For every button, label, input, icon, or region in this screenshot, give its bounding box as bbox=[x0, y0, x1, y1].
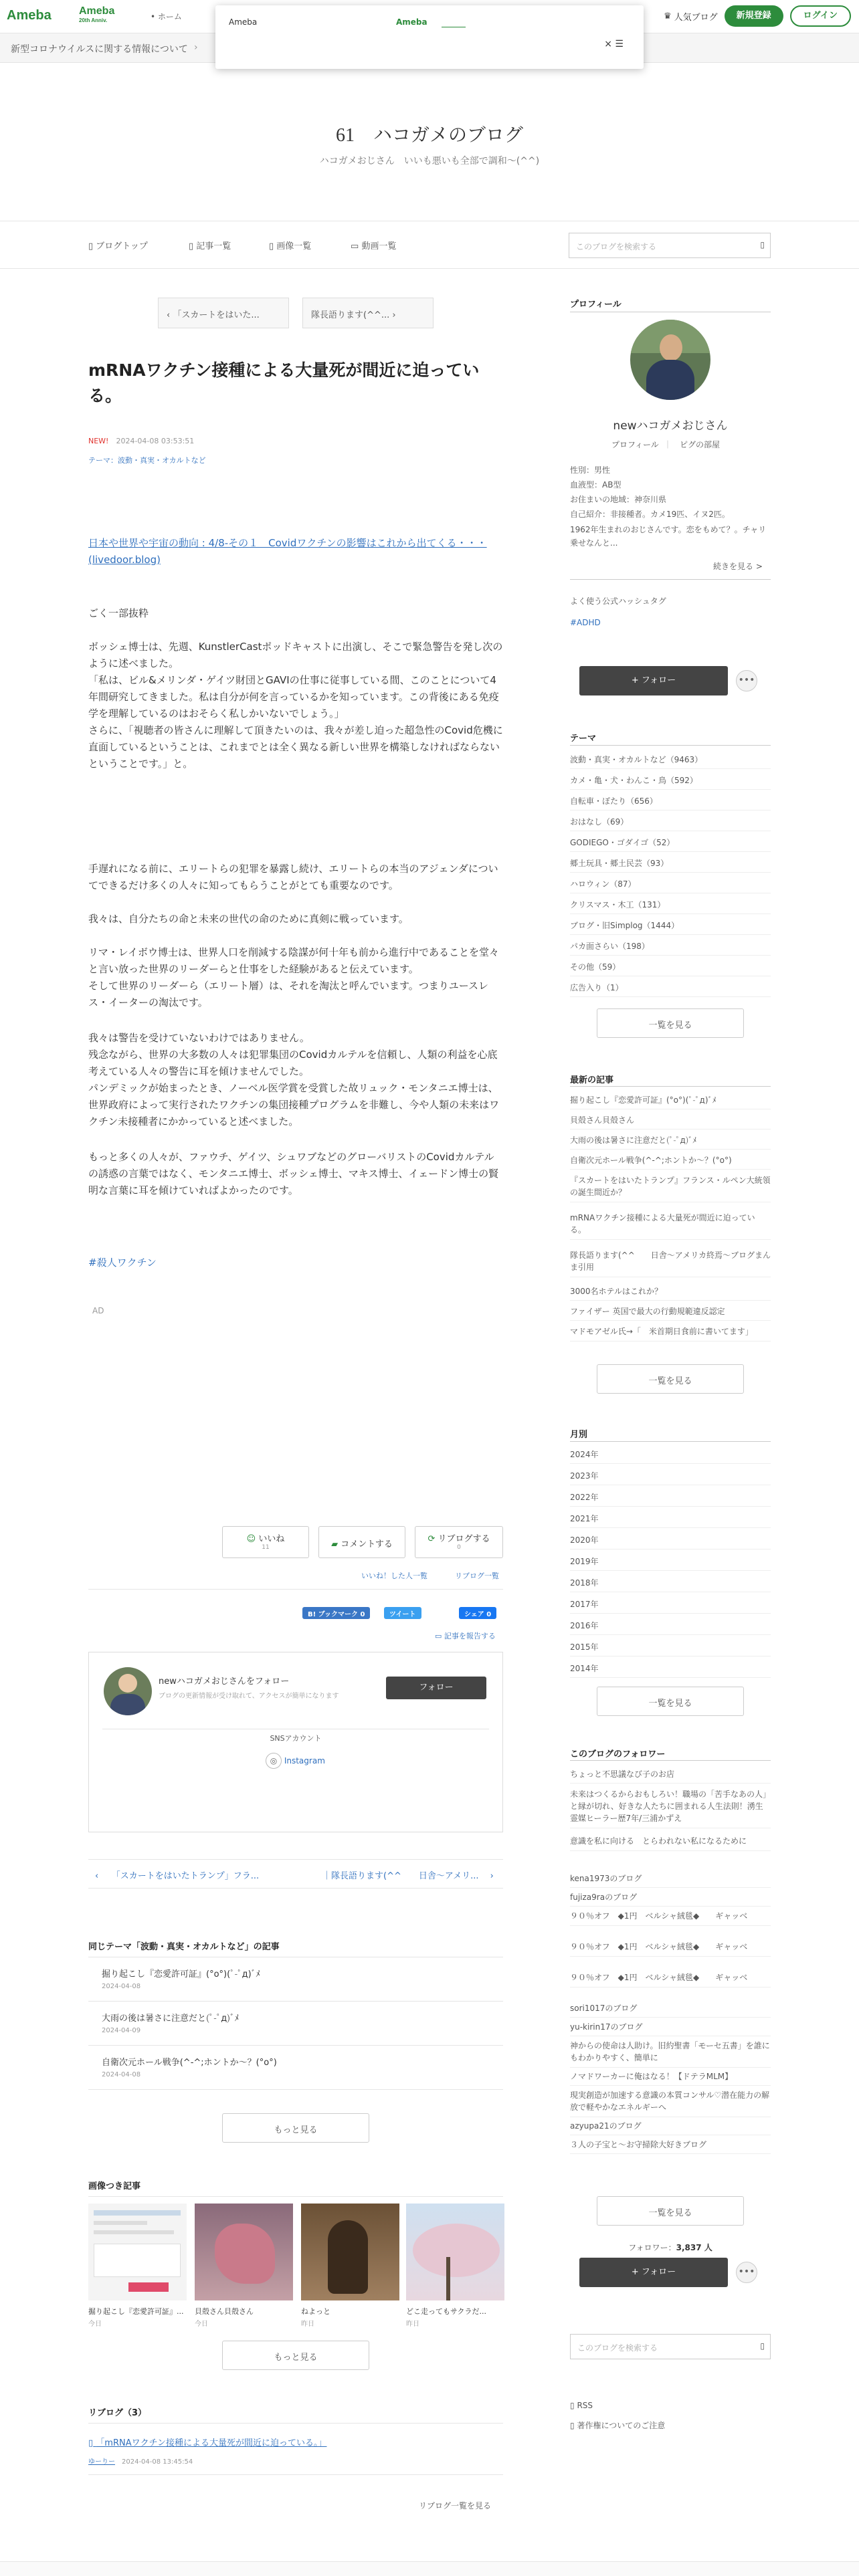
follower-item[interactable]: 意識を私に向ける とらわれない私になるために bbox=[570, 1835, 771, 1851]
facebook-share-button[interactable]: シェア 0 bbox=[459, 1607, 496, 1619]
instagram-icon: ◎ bbox=[266, 1753, 282, 1769]
notice-popup bbox=[215, 5, 644, 69]
divider bbox=[570, 745, 771, 746]
monthly-heading: 月別 bbox=[570, 1430, 588, 1440]
divider bbox=[570, 579, 771, 580]
footer bbox=[0, 2561, 859, 2576]
follower-item[interactable]: yu-kirin17のブログ bbox=[570, 2021, 771, 2036]
popup-link[interactable]: Ameba bbox=[396, 17, 427, 27]
follow-button[interactable]: フォロー bbox=[386, 1677, 486, 1699]
popup-text: Ameba bbox=[229, 17, 258, 27]
nav-videos[interactable]: ▭ 動画一覧 bbox=[351, 241, 397, 251]
image-icon: ▯ bbox=[269, 241, 274, 251]
paragraph: ボッシェ博士は、先週、KunstlerCastポッドキャストに出演し、そこで緊急警告を発し次のように述べました。 「私は、ビル&メリンダ・ゲイツ財団とGAVIの仕事に従事している間、このことについて4年間研究してきました。私は自分が何を言っているかを知っています。この背後にある免疫学を理解しているのはおそらく私しかいないでしょう。」 さらに、「視聴者の皆さんに理解して頂きたいのは、我々が差し迫った超急性のCovid危機に直面しているということは、これまでとは全く異なる新しい世界を構築しなければならないということです。」と。 bbox=[88, 641, 503, 770]
thumbnail-caption[interactable]: どこ走ってもサクラだ... bbox=[406, 2307, 487, 2316]
copyright-link[interactable]: ▯ 著作権についてのご注意 bbox=[570, 2421, 666, 2430]
month-item[interactable]: 2017年 bbox=[570, 1598, 771, 1614]
recent-item[interactable]: ファイザー 英国で最大の行動規範違反認定 bbox=[570, 1305, 771, 1321]
register-button[interactable]: 新規登録 bbox=[725, 5, 783, 27]
reblog-meta: ゆーりー 2024-04-08 13:45:54 bbox=[88, 2458, 193, 2466]
reblog-all-link[interactable]: リブログ一覧を見る bbox=[419, 2501, 492, 2510]
rss-link[interactable]: ▯ RSS bbox=[570, 2401, 593, 2410]
paragraph: 我々は警告を受けていないわけではありません。 残念ながら、世界の大多数の人々は犯罪集団のCovidカルテルを信頼し、人類の利益を心底考えている人々の警告に耳を傾けませんでした。 パンデミックが始まったとき、ノーベル医学賞を受賞した故リュック・モンタニエ博士は、世界政府によって実行されたワクチンの集団接種プログラムを非難し、今や人類の未来はワクチン未接種者にかかっていると述べました。 bbox=[88, 1032, 500, 1128]
sns-label: SNSアカウント bbox=[270, 1734, 322, 1743]
crown-icon: ♛ bbox=[663, 11, 672, 21]
follower-item[interactable]: 現実創造が加速する意識の本質コンサル♡潜在能力の解放で軽やかなエネルギーへ bbox=[570, 2089, 771, 2117]
recent-more-button[interactable]: 一覧を見る bbox=[597, 1364, 744, 1394]
theme-item[interactable]: おはなし（69） bbox=[570, 816, 771, 831]
follower-item[interactable]: fujiza9raのブログ bbox=[570, 1891, 771, 1907]
divider bbox=[88, 2196, 503, 2197]
follower-item[interactable]: kena1973のブログ bbox=[570, 1872, 771, 1888]
blog-title[interactable]: 61 ハコガメのブログ bbox=[335, 125, 523, 146]
article-theme-link[interactable]: テーマ：波動・真実・オカルトなど bbox=[88, 456, 206, 465]
pig-room-link[interactable]: ピグの部屋 bbox=[680, 440, 721, 449]
thumbnail-day: 今日 bbox=[195, 2321, 208, 2328]
tweet-button[interactable]: ツイート bbox=[384, 1607, 421, 1619]
close-icon[interactable]: × ☰ bbox=[604, 39, 624, 49]
search-icon[interactable]: ▯ bbox=[760, 2341, 765, 2351]
recent-heading: 最新の記事 bbox=[570, 1075, 614, 1085]
divider bbox=[570, 1760, 771, 1761]
thumbnail-caption[interactable]: 掘り起こし『恋愛許可証』... bbox=[88, 2307, 184, 2316]
theme-item[interactable]: 波動・真実・オカルトなど（9463） bbox=[570, 754, 771, 769]
follower-item[interactable]: ３人の子宝と〜お守掃除大好きブログ bbox=[570, 2139, 771, 2154]
list-item[interactable]: 大雨の後は暑さに注意だと(ﾟ-ﾟд)ﾞﾒ 2024-04-09 bbox=[88, 2002, 503, 2046]
follow-button[interactable]: + フォロー bbox=[579, 2258, 728, 2287]
profile-info: お住まいの地域：神奈川県 bbox=[570, 495, 667, 504]
follower-item[interactable]: 神からの使命は人助け。旧約聖書「モーセ五書」を誰にもわかりやすく、簡単に bbox=[570, 2040, 771, 2068]
instagram-link[interactable]: ◎ Instagram bbox=[266, 1753, 325, 1769]
theme-item[interactable]: 自転車・ぼたり（656） bbox=[570, 795, 771, 811]
month-item[interactable]: 2023年 bbox=[570, 1470, 771, 1485]
recent-item[interactable]: 3000名ホテルはこれか？ bbox=[570, 1285, 771, 1301]
blog-subtitle: ハコガメおじさん いいも悪いも全部で調和〜(^^) bbox=[319, 156, 540, 167]
profile-link[interactable]: プロフィール bbox=[611, 440, 659, 449]
divider bbox=[570, 1441, 771, 1442]
reblog-user-link[interactable]: ゆーりー bbox=[88, 2458, 115, 2466]
book-icon: ▯ bbox=[570, 2421, 575, 2430]
follower-item[interactable]: 未来はつくるからおもしろい！職場の「苦手なあの人」と縁が切れ、好きな人たちに囲まれる人生法則！湧生霊媒ヒーラー歴7年/三浦かずえ bbox=[570, 1788, 771, 1828]
list-item[interactable]: 掘り起こし『恋愛許可証』(°o°)(ﾟ-ﾟд)ﾞﾒ 2024-04-08 bbox=[88, 1957, 503, 2002]
profile-more-link[interactable]: 続きを見る > bbox=[713, 562, 763, 571]
divider bbox=[88, 1589, 503, 1590]
source-link[interactable]: 日本や世界や宇宙の動向 : 4/8-その１ Covidワクチンの影響はこれから出てくる・・・ (livedoor.blog) bbox=[88, 537, 487, 566]
theme-item[interactable]: 広告入り（1） bbox=[570, 982, 771, 997]
paragraph: リマ・レイボウ博士は、世界人口を削減する陰謀が何十年も前から進行中であることを堂々と言い放った世界のリーダーらと仕事をした経験があると伝えています。 そして世界のリーダーら（エリート層）は、それを淘汰と呼んでいます。つまりユースレス・イーターの淘汰です。 bbox=[88, 946, 499, 1008]
login-button[interactable]: ログイン bbox=[790, 5, 851, 27]
theme-item[interactable]: カメ・亀・犬・わんこ・鳥（592） bbox=[570, 774, 771, 790]
month-item[interactable]: 2024年 bbox=[570, 1448, 771, 1464]
reblog-list-link[interactable]: リブログ一覧 bbox=[455, 1572, 499, 1580]
list-item[interactable]: 自衛次元ホール戦争(^-^;ホントか～？(°o°) 2024-04-08 bbox=[88, 2046, 503, 2090]
page-icon: ▯ bbox=[88, 241, 94, 251]
month-item[interactable]: 2014年 bbox=[570, 1662, 771, 1678]
profile-info: 自己紹介：非接種者。カメ19匹、イヌ2匹。 bbox=[570, 510, 730, 519]
pager-next-link[interactable]: ｜隊長語ります(^^ 日舎〜アメリ... › bbox=[322, 1871, 494, 1881]
popular-blogs-link[interactable]: ♛ 人気ブログ bbox=[663, 11, 718, 23]
article-title: mRNAワクチン接種による大量死が間近に迫っている。 bbox=[88, 360, 480, 405]
comment-button[interactable]: ▰ コメントする bbox=[318, 1526, 405, 1558]
ameba-logo[interactable]: Ameba bbox=[7, 8, 52, 23]
follow-box bbox=[88, 1652, 503, 1832]
nav-home-link[interactable]: • ホーム bbox=[151, 12, 182, 21]
follow-box-title: newハコガメおじさんをフォロー bbox=[159, 1677, 290, 1687]
theme-item[interactable]: パカ面さらい（198） bbox=[570, 940, 771, 956]
recent-item[interactable]: 貝殻さん貝殻さん bbox=[570, 1114, 771, 1130]
anniversary-logo[interactable]: Ameba 20th Anniv. bbox=[79, 5, 115, 23]
divider bbox=[570, 1086, 771, 1087]
thumbnail-day: 昨日 bbox=[406, 2321, 419, 2328]
reblog-heading: リブログ（3） bbox=[88, 2408, 147, 2418]
paragraph: 我々は、自分たちの命と未来の世代の命のために真剣に戦っています。 bbox=[88, 913, 409, 925]
theme-item[interactable]: ハロウィン（87） bbox=[570, 878, 771, 893]
month-item[interactable]: 2020年 bbox=[570, 1534, 771, 1549]
recent-item[interactable]: 自衛次元ホール戦争(^-^;ホントか～？(°o°) bbox=[570, 1154, 771, 1170]
reblog-button[interactable]: ⟳ リブログする 0 bbox=[415, 1526, 503, 1558]
month-item[interactable]: 2015年 bbox=[570, 1641, 771, 1656]
hashtag-label: よく使う公式ハッシュタグ bbox=[570, 597, 666, 606]
thumbnail-image[interactable] bbox=[301, 2204, 399, 2300]
reblog-icon: ⟳ bbox=[427, 1534, 436, 1544]
follower-item[interactable]: ９０％オフ ◆1円 ベルシャ絨毯◆ ギャッベ bbox=[570, 1941, 771, 1957]
follower-item[interactable]: ちょっと不思議なび子のお店 bbox=[570, 1768, 771, 1784]
chevron-right-icon: › bbox=[194, 42, 198, 53]
profile-name[interactable]: newハコガメおじさん bbox=[613, 419, 728, 433]
nav-entries[interactable]: ▯ 記事一覧 bbox=[189, 241, 231, 251]
like-button[interactable]: ☺ いいね 11 bbox=[222, 1526, 309, 1558]
thumbnail-day: 今日 bbox=[88, 2321, 102, 2328]
separator: ｜ bbox=[664, 440, 672, 449]
recent-item[interactable]: マドモアゼル氏→「 米首期日食前に書いてます」 bbox=[570, 1325, 771, 1341]
follower-item[interactable]: ９０％オフ ◆1円 ベルシャ絨毯◆ ギャッベ bbox=[570, 1910, 771, 1926]
same-theme-more-button[interactable]: もっと見る bbox=[222, 2113, 369, 2143]
month-item[interactable]: 2022年 bbox=[570, 1491, 771, 1507]
thumbnail-image[interactable] bbox=[88, 2204, 187, 2300]
prev-entry-link[interactable]: ‹ 「スカートをはいた... bbox=[158, 298, 289, 328]
follower-item[interactable]: ノマドワーカーに俺はなる！【ドテラMLM】 bbox=[570, 2070, 771, 2086]
paragraph: ごく一部抜粋 bbox=[88, 607, 149, 619]
rss-icon: ▯ bbox=[570, 2401, 575, 2410]
theme-item[interactable]: ブログ・旧Simplog（1444） bbox=[570, 920, 771, 935]
video-icon: ▭ bbox=[351, 241, 359, 251]
list-icon: ▯ bbox=[189, 241, 194, 251]
avatar[interactable] bbox=[630, 320, 710, 400]
themes-more-button[interactable]: 一覧を見る bbox=[597, 1008, 744, 1038]
follower-item[interactable]: azyupa21のブログ bbox=[570, 2120, 771, 2135]
smile-icon: ☺ bbox=[246, 1534, 256, 1544]
recent-item[interactable]: 『スカートをはいたトランプ』フランス・ルペン大統領の誕生間近か？ bbox=[570, 1174, 771, 1202]
theme-item[interactable]: クリスマス・木工（131） bbox=[570, 899, 771, 914]
paragraph: もっと多くの人々が、ファウチ、ゲイツ、シュワブなどのグローバリストのCovidカルテルの誘惑の言葉ではなく、モンタニエ博士、ボッシェ博士、マキス博士、イェードン博士の賢明な言葉に耳を傾けていればよかったのです。 bbox=[88, 1151, 499, 1196]
sidebar-search-input[interactable]: このブログを検索する ▯ bbox=[570, 2334, 771, 2359]
more-options-icon[interactable]: ••• bbox=[736, 670, 757, 691]
theme-item[interactable]: その他（59） bbox=[570, 961, 771, 976]
ad-label: AD bbox=[92, 1306, 104, 1315]
image-entries-heading: 画像つき記事 bbox=[88, 2181, 141, 2191]
entry-pager bbox=[88, 1859, 503, 1889]
thumbnail-caption[interactable]: 貝殻さん貝殻さん bbox=[195, 2307, 254, 2316]
recent-item[interactable]: mRNAワクチン接種による大量死が間近に迫っている。 bbox=[570, 1212, 771, 1240]
month-item[interactable]: 2021年 bbox=[570, 1513, 771, 1528]
months-more-button[interactable]: 一覧を見る bbox=[597, 1687, 744, 1716]
covid-banner[interactable]: 新型コロナウイルスに関する情報について › bbox=[0, 33, 859, 63]
nav-blog-top[interactable]: ▯ ブログトップ bbox=[88, 241, 148, 251]
recent-item[interactable]: 隊長語ります(^^ 日舎〜アメリカ終焉〜ブログまんま引用 bbox=[570, 1249, 771, 1277]
thumbnail-caption[interactable]: ねよっと bbox=[301, 2307, 330, 2316]
pager-prev-link[interactable]: ‹ 「スカートをはいたトランプ」フラ... bbox=[95, 1871, 260, 1881]
follow-box-desc: ブログの更新情報が受け取れて、アクセスが簡単になります bbox=[159, 1693, 339, 1700]
profile-info: 1962年生まれのおじさんです。恋をもめて？。チャリ乗せなんと... bbox=[570, 525, 767, 548]
liked-list-link[interactable]: いいね！した人一覧 bbox=[361, 1572, 427, 1580]
followers-more-button[interactable]: 一覧を見る bbox=[597, 2196, 744, 2226]
report-link[interactable]: ▭ 記事を報告する bbox=[435, 1632, 496, 1640]
follow-button[interactable]: + フォロー bbox=[579, 666, 728, 695]
recent-item[interactable]: 大雨の後は暑さに注意だと(ﾟ-ﾟд)ﾞﾒ bbox=[570, 1134, 771, 1150]
follower-item[interactable]: ９０％オフ ◆1円 ベルシャ絨毯◆ ギャッベ bbox=[570, 1971, 771, 1988]
follower-count: フォロワー：3,837 人 bbox=[628, 2243, 712, 2252]
theme-heading: テーマ bbox=[570, 734, 597, 744]
paragraph: 手遅れになる前に、エリートらの犯罪を暴露し続け、エリートらの本当のアジェンダについてできるだけ多くの人々に知ってもらうことがとても重要なのです。 bbox=[88, 863, 498, 891]
profile-heading: プロフィール bbox=[570, 300, 622, 310]
nav-images[interactable]: ▯ 画像一覧 bbox=[269, 241, 312, 251]
comment-icon: ▰ bbox=[331, 1539, 339, 1549]
recent-item[interactable]: 掘り起こし『恋愛許可証』(°o°)(ﾟ-ﾟд)ﾞﾒ bbox=[570, 1094, 771, 1109]
month-item[interactable]: 2018年 bbox=[570, 1577, 771, 1592]
followers-heading: このブログのフォロワー bbox=[570, 1749, 666, 1759]
hashtag-link[interactable]: #殺人ワクチン bbox=[88, 1257, 157, 1269]
same-theme-heading: 同じテーマ「波動・真実・オカルトなど」の記事 bbox=[88, 1942, 280, 1952]
divider bbox=[88, 2474, 503, 2475]
hashtag-link[interactable]: #ADHD bbox=[570, 618, 601, 627]
theme-item[interactable]: GODIEGO・ゴダイゴ（52） bbox=[570, 837, 771, 852]
follower-item[interactable]: sori1017のブログ bbox=[570, 2002, 771, 2018]
image-entries-more-button[interactable]: もっと見る bbox=[222, 2341, 369, 2370]
thumbnail-image[interactable] bbox=[195, 2204, 293, 2300]
reblog-icon: ▯ bbox=[88, 2438, 94, 2448]
divider bbox=[88, 2423, 503, 2424]
month-item[interactable]: 2016年 bbox=[570, 1620, 771, 1635]
thumbnail-day: 昨日 bbox=[301, 2321, 314, 2328]
search-icon[interactable]: ▯ bbox=[760, 240, 765, 249]
profile-info: 性別：男性 bbox=[570, 465, 611, 475]
bookmark-button[interactable]: B! ブックマーク 0 bbox=[302, 1607, 370, 1619]
theme-item[interactable]: 郷土玩具・郷土民芸（93） bbox=[570, 857, 771, 873]
reblog-item-link[interactable]: ▯ 「mRNAワクチン接種による大量死が間近に迫っている。」 bbox=[88, 2438, 327, 2448]
more-options-icon[interactable]: ••• bbox=[736, 2262, 757, 2283]
avatar[interactable] bbox=[104, 1667, 152, 1715]
article-date: NEW! 2024-04-08 03:53:51 bbox=[88, 437, 195, 445]
profile-info: 血液型：AB型 bbox=[570, 480, 622, 490]
month-item[interactable]: 2019年 bbox=[570, 1555, 771, 1571]
next-entry-link[interactable]: 隊長語ります(^^... › bbox=[302, 298, 434, 328]
blog-search-input[interactable]: このブログを検索する ▯ bbox=[569, 233, 771, 258]
thumbnail-image[interactable] bbox=[406, 2204, 504, 2300]
